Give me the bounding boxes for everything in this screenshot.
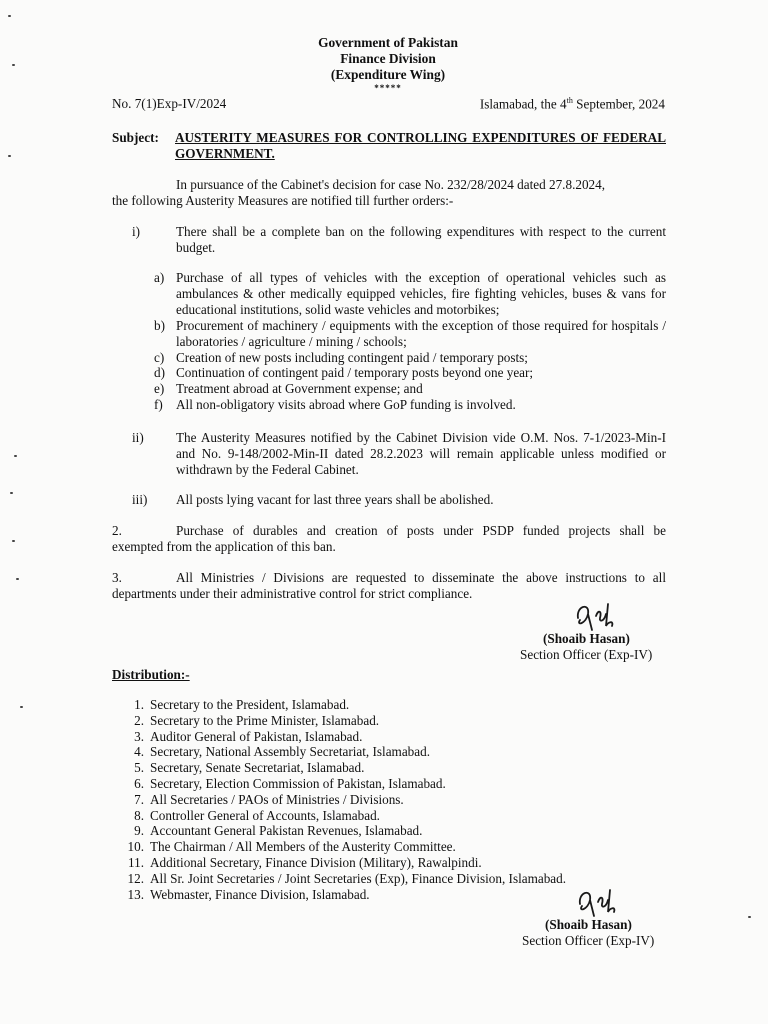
list-item (120, 729, 566, 745)
para-2-continuation: exempted from the application of this ban. (112, 539, 336, 554)
list-number: 8. (134, 807, 144, 823)
list-text: Secretary, Senate Secretariat, Islamabad. (150, 760, 365, 776)
list-item (120, 697, 566, 713)
header-division: Finance Division (340, 51, 436, 66)
intro-line-1: In pursuance of the Cabinet's decision for case No. 232/28/2024 dated 27.8.2024, (176, 177, 606, 192)
sub-item-e-label: e) (154, 381, 165, 396)
measure-i-text: There shall be a complete ban on the following expenditures with respect to the current budget. (176, 224, 666, 255)
sub-item-b-label: b) (154, 318, 165, 333)
para-3-first-line: All Ministries / Divisions are requested to disseminate the above instructions to all (176, 570, 666, 585)
list-number: 4. (134, 744, 144, 760)
scan-speck (14, 455, 17, 457)
list-item (120, 808, 566, 824)
sub-item-f-text: All non-obligatory visits abroad where GoP funding is involved. (176, 397, 516, 412)
scan-speck (8, 155, 11, 157)
header-stars: ***** (374, 83, 402, 93)
subject-label: Subject: (112, 130, 159, 145)
list-number: 2. (134, 712, 144, 728)
list-text: Additional Secretary, Finance Division (Military), Rawalpindi. (150, 854, 482, 870)
sub-item-c-text: Creation of new posts including contingent paid / temporary posts; (176, 350, 528, 365)
scan-speck (10, 492, 13, 494)
measure-i-label: i) (132, 224, 141, 239)
scan-speck (8, 15, 11, 17)
para-3-continuation: departments under their administrative control for strict compliance. (112, 586, 473, 601)
scan-speck (16, 578, 19, 580)
list-text: Auditor General of Pakistan, Islamabad. (150, 728, 363, 744)
list-item (120, 887, 566, 903)
list-text: Controller General of Accounts, Islamabad. (150, 807, 380, 823)
measure-ii-text: The Austerity Measures notified by the Cabinet Division vide O.M. Nos. 7-1/2023-Min-I and No. 9-148/2002-Min-II dated 28.2.2023 will remain applicable unless modified or withdrawn by the Federal Cabinet. (176, 430, 666, 477)
header-wing: (Expenditure Wing) (330, 67, 446, 82)
sub-item-d-text: Continuation of contingent paid / temporary posts beyond one year; (176, 365, 534, 380)
sub-item-a-label: a) (154, 270, 165, 285)
measure-ii-label: ii) (132, 430, 144, 445)
list-item (120, 855, 566, 871)
measure-iii-text: All posts lying vacant for last three years shall be abolished. (176, 492, 494, 507)
list-text: The Chairman / All Members of the Austerity Committee. (150, 839, 456, 855)
list-item (120, 871, 566, 887)
para-2-label: 2. (112, 523, 122, 538)
list-item (120, 744, 566, 760)
list-item (120, 823, 566, 839)
list-item (120, 839, 566, 855)
signature-mark-2 (570, 882, 626, 922)
signatory-name: (Shoaib Hasan) (543, 631, 630, 646)
list-number: 11. (128, 854, 144, 870)
sub-item-e-text: Treatment abroad at Government expense; and (176, 381, 423, 396)
list-text: Accountant General Pakistan Revenues, Islamabad. (150, 823, 423, 839)
subject-text: AUSTERITY MEASURES FOR CONTROLLING EXPENDITURES OF FEDERAL GOVERNMENT. (175, 130, 666, 161)
sub-item-d-label: d) (154, 365, 165, 380)
list-text: All Sr. Joint Secretaries / Joint Secretaries (Exp), Finance Division, Islamabad. (150, 870, 567, 886)
list-number: 6. (134, 775, 144, 791)
reference-number: No. 7(1)Exp-IV/2024 (112, 96, 227, 111)
para-2-first-line: Purchase of durables and creation of posts under PSDP funded projects shall be (176, 523, 666, 538)
list-number: 13. (127, 886, 144, 902)
list-number: 1. (134, 697, 144, 712)
scan-speck (20, 706, 23, 708)
list-number: 7. (134, 791, 144, 807)
date-prefix: Islamabad, the 4 (479, 96, 567, 112)
distribution-list (120, 697, 566, 902)
scan-speck (12, 540, 15, 542)
list-item (120, 760, 566, 776)
list-text: Secretary to the President, Islamabad. (150, 697, 350, 712)
list-text: Secretary, National Assembly Secretariat, Islamabad. (150, 744, 431, 760)
signatory-name-2: (Shoaib Hasan) (545, 917, 632, 932)
sub-item-b-text: Procurement of machinery / equipments with the exception of those required for hospitals / laboratories / agriculture / mining / schools; (176, 318, 666, 349)
list-text: All Secretaries / PAOs of Ministries / Divisions. (150, 791, 404, 807)
sub-item-f-label: f) (154, 397, 163, 412)
scan-speck (12, 64, 15, 66)
list-item (120, 776, 566, 792)
intro-line-2: the following Austerity Measures are notified till further orders:- (112, 193, 454, 208)
list-number: 9. (134, 823, 144, 839)
signature-mark (568, 596, 624, 636)
list-item (120, 713, 566, 729)
list-number: 3. (134, 728, 144, 744)
date-suffix: September, 2024 (572, 96, 665, 112)
distribution-title: Distribution:- (112, 667, 190, 682)
date-superscript: th (566, 96, 573, 105)
list-item (120, 792, 566, 808)
signatory-designation-2: Section Officer (Exp-IV) (522, 933, 655, 948)
list-text: Secretary to the Prime Minister, Islamabad. (150, 712, 380, 728)
list-text: Secretary, Election Commission of Pakistan, Islamabad. (150, 775, 446, 791)
list-number: 5. (134, 760, 144, 776)
sub-item-a-text: Purchase of all types of vehicles with the exception of operational vehicles such as ambulances & other medically equipped vehicles, fire fighting vehicles, buses & vans for educational institutions, solid waste vehicles and motorbikes; (176, 270, 666, 317)
list-number: 12. (127, 870, 144, 886)
scan-speck (748, 916, 751, 918)
measure-iii-label: iii) (132, 492, 148, 507)
list-number: 10. (127, 839, 144, 855)
date-line (440, 96, 665, 112)
header-government: Government of Pakistan (318, 35, 458, 50)
sub-item-c-label: c) (154, 350, 165, 365)
list-text: Webmaster, Finance Division, Islamabad. (150, 886, 370, 902)
signatory-designation: Section Officer (Exp-IV) (520, 647, 653, 662)
para-3-label: 3. (112, 570, 122, 585)
